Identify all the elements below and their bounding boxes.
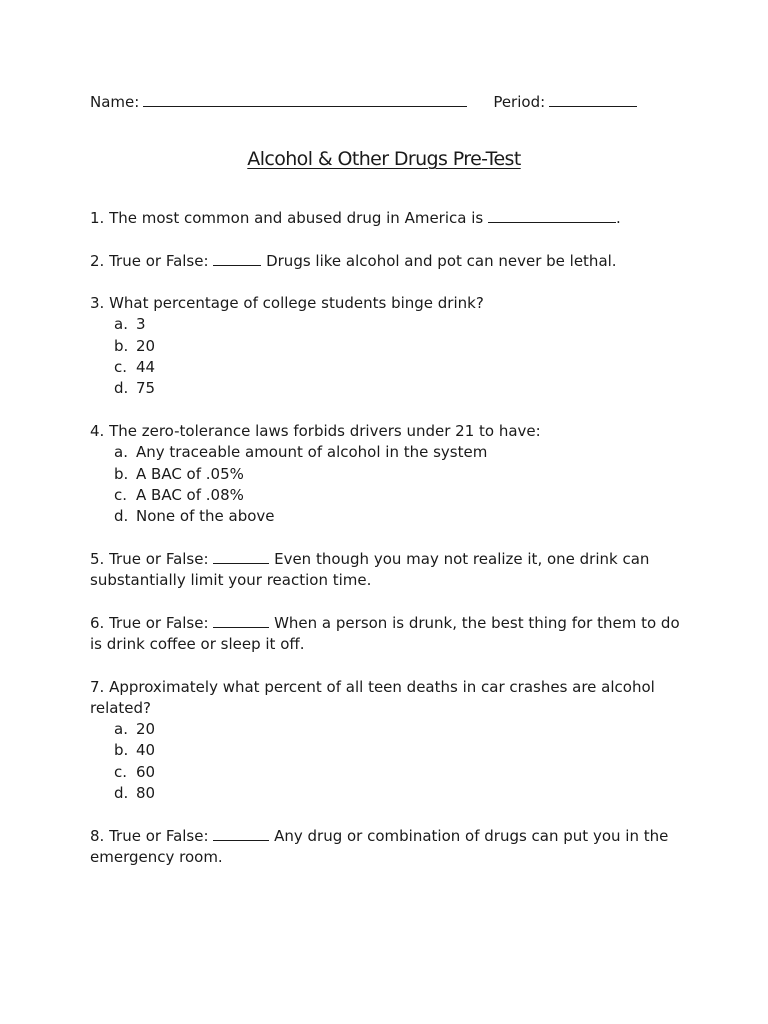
question-3-options	[90, 314, 680, 399]
option-text: 44	[136, 358, 156, 377]
option-text: 80	[136, 784, 156, 803]
question-1	[90, 208, 680, 229]
question-2	[90, 251, 680, 272]
question-3-option-d[interactable]	[114, 378, 680, 399]
question-2-prefix: 2. True or False:	[90, 251, 209, 270]
question-7-option-a[interactable]	[114, 719, 680, 740]
question-6-prefix: 6. True or False:	[90, 613, 209, 632]
question-1-text: 1. The most common and abused drug in America is	[90, 209, 484, 227]
period-blank-line[interactable]	[549, 92, 637, 107]
option-text: 40	[136, 741, 156, 760]
option-text: None of the above	[136, 507, 275, 526]
page-title-text: Alcohol & Other Drugs Pre-Test	[247, 148, 521, 170]
question-8-answer-blank[interactable]	[213, 826, 269, 841]
question-4-option-b[interactable]	[114, 464, 680, 485]
question-4	[90, 421, 680, 527]
name-blank-line[interactable]	[143, 92, 467, 107]
option-letter: b.	[114, 741, 129, 760]
option-letter: d.	[114, 379, 129, 398]
option-text: 20	[136, 336, 156, 355]
period-label: Period:	[493, 93, 546, 111]
question-3-text: 3. What percentage of college students binge drink?	[90, 294, 484, 313]
option-text: 20	[136, 720, 156, 739]
question-7-options	[90, 719, 680, 804]
question-6	[90, 613, 680, 656]
question-3-option-c[interactable]	[114, 357, 680, 378]
name-label: Name:	[90, 93, 140, 111]
question-7-text: 7. Approximately what percent of all teen deaths in car crashes are alcohol related?	[90, 677, 655, 717]
option-letter: c.	[114, 358, 128, 377]
header-line	[90, 92, 690, 111]
question-1-period: .	[615, 209, 621, 227]
option-letter: c.	[114, 762, 128, 781]
question-8-prefix: 8. True or False:	[90, 826, 209, 845]
option-text: A BAC of .05%	[136, 464, 244, 483]
question-4-options	[90, 442, 680, 527]
question-5-answer-blank[interactable]	[213, 549, 269, 564]
question-4-option-a[interactable]	[114, 442, 680, 463]
question-4-option-c[interactable]	[114, 485, 680, 506]
question-2-statement: Drugs like alcohol and pot can never be lethal.	[266, 251, 617, 270]
question-list	[90, 208, 680, 890]
option-letter: c.	[114, 485, 128, 504]
option-text: 75	[136, 379, 156, 398]
option-letter: d.	[114, 784, 129, 803]
question-7-option-b[interactable]	[114, 740, 680, 761]
question-2-answer-blank[interactable]	[213, 251, 261, 266]
option-letter: a.	[114, 443, 128, 462]
question-5	[90, 549, 680, 592]
option-text: 60	[136, 762, 156, 781]
question-7-option-c[interactable]	[114, 762, 680, 783]
question-8	[90, 826, 680, 869]
option-letter: b.	[114, 464, 129, 483]
option-letter: d.	[114, 507, 129, 526]
option-text: 3	[136, 315, 146, 334]
question-3-option-a[interactable]	[114, 314, 680, 335]
question-5-prefix: 5. True or False:	[90, 549, 209, 568]
question-5-statement: Even though you may not realize it, one drink can substantially limit your reaction time.	[90, 549, 650, 590]
question-4-option-d[interactable]	[114, 506, 680, 527]
option-text: A BAC of .08%	[136, 485, 244, 504]
page-title	[0, 148, 768, 170]
question-7	[90, 677, 680, 805]
question-8-statement: Any drug or combination of drugs can put you in the emergency room.	[90, 826, 669, 866]
question-1-answer-blank[interactable]	[488, 208, 616, 223]
option-letter: a.	[114, 315, 128, 334]
question-6-statement: When a person is drunk, the best thing for them to do is drink coffee or sleep it off.	[90, 613, 680, 653]
option-letter: b.	[114, 336, 129, 355]
question-3	[90, 293, 680, 399]
question-7-option-d[interactable]	[114, 783, 680, 804]
option-text: Any traceable amount of alcohol in the system	[136, 443, 488, 462]
option-letter: a.	[114, 720, 128, 739]
question-6-answer-blank[interactable]	[213, 613, 269, 628]
question-4-text: 4. The zero-tolerance laws forbids drivers under 21 to have:	[90, 421, 541, 440]
question-3-option-b[interactable]	[114, 336, 680, 357]
